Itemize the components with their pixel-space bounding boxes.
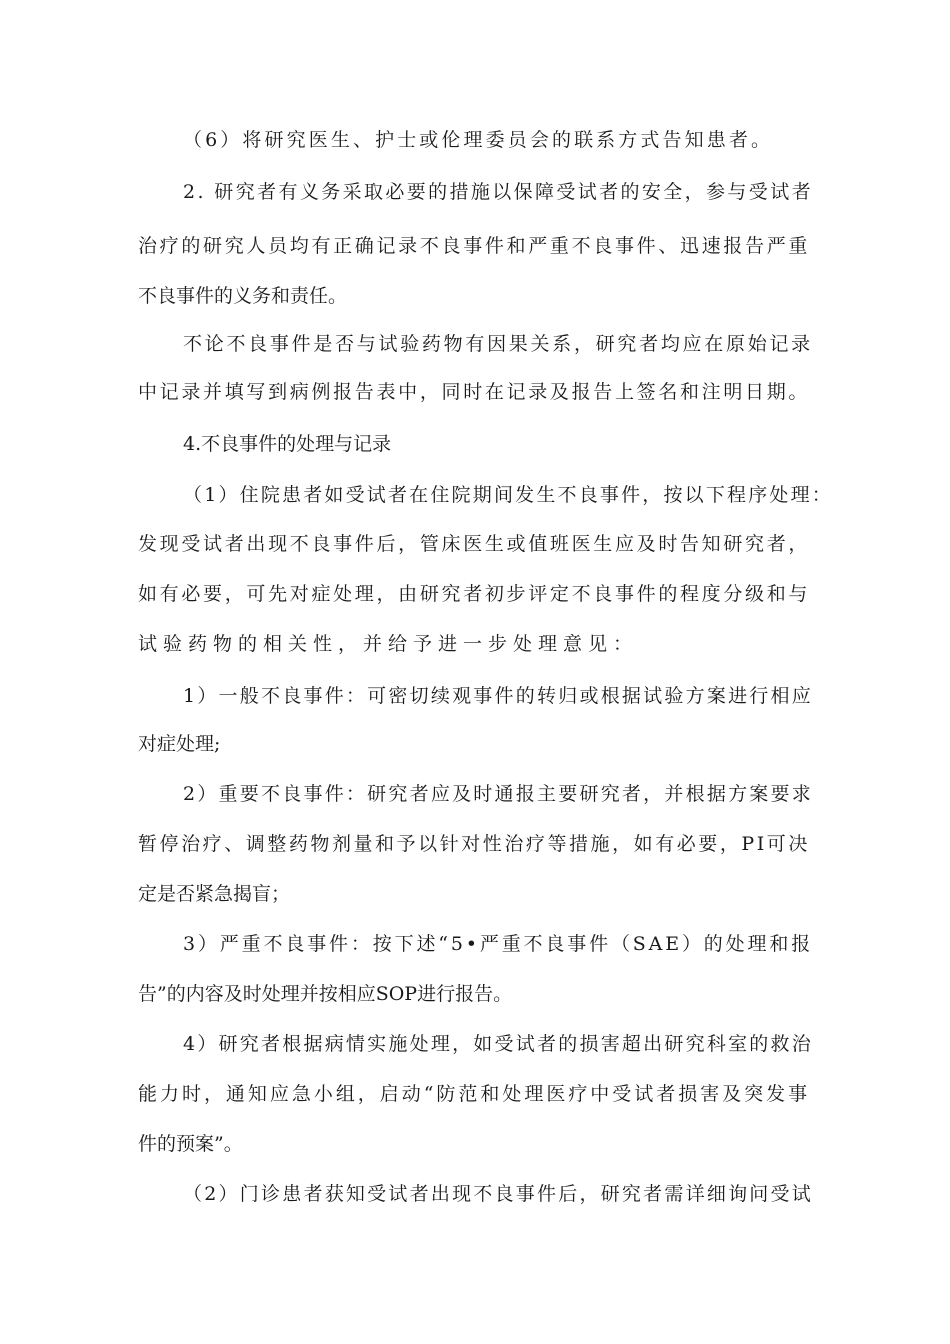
section-heading: 4.不良事件的处理与记录 [183, 433, 392, 455]
text-line: 2）重要不良事件：研究者应及时通报主要研究者，并根据方案要求 [183, 783, 813, 805]
text-line: 对症处理; [138, 733, 221, 755]
text-line: 中记录并填写到病例报告表中，同时在记录及报告上签名和注明日期。 [138, 381, 811, 403]
text-line: （1）住院患者如受试者在住院期间发生不良事件，按以下程序处理： [183, 484, 833, 506]
text-line: （2）门诊患者获知受试者出现不良事件后，研究者需详细询问受试 [183, 1183, 813, 1205]
text-line: 件的预案”。 [138, 1133, 243, 1155]
text-line: 4）研究者根据病情实施处理，如受试者的损害超出研究科室的救治 [183, 1033, 813, 1055]
text-line: 试验药物的相关性，并给予进一步处理意见： [138, 633, 639, 655]
text-line: 不良事件的义务和责任。 [138, 285, 348, 307]
text-line: 治疗的研究人员均有正确记录不良事件和严重不良事件、迅速报告严重 [138, 235, 811, 257]
text-line: 3）严重不良事件：按下述“5•严重不良事件（SAE）的处理和报 [183, 933, 814, 955]
text-line: （6）将研究医生、护士或伦理委员会的联系方式告知患者。 [183, 129, 774, 151]
text-line: 能力时，通知应急小组，启动“防范和处理医疗中受试者损害及突发事 [138, 1083, 811, 1105]
text-line: 告”的内容及时处理并按相应SOP进行报告。 [138, 983, 513, 1005]
text-line: 定是否紧急揭盲； [138, 883, 291, 905]
text-line: 不论不良事件是否与试验药物有因果关系，研究者均应在原始记录 [183, 333, 813, 355]
text-line: 如有必要，可先对症处理，由研究者初步评定不良事件的程度分级和与 [138, 583, 811, 605]
text-line: 2. 研究者有义务采取必要的措施以保障受试者的安全，参与受试者 [183, 181, 813, 203]
text-line: 1）一般不良事件：可密切续观事件的转归或根据试验方案进行相应 [183, 685, 813, 707]
text-line: 发现受试者出现不良事件后，管床医生或值班医生应及时告知研究者， [138, 533, 811, 555]
text-line: 暂停治疗、调整药物剂量和予以针对性治疗等措施，如有必要，PI可决 [138, 833, 810, 855]
